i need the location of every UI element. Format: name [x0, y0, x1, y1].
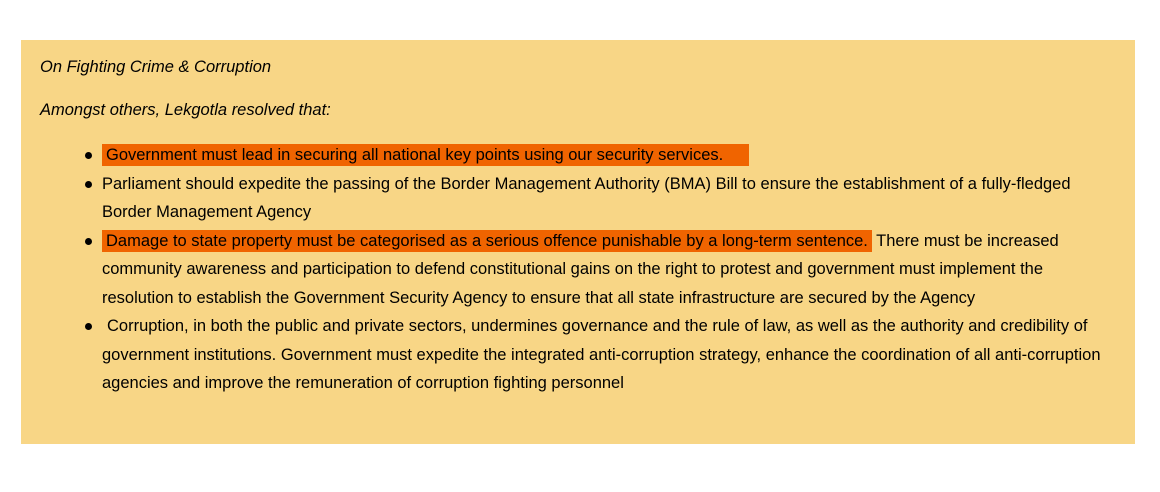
- resolution-list: [21, 140, 1135, 398]
- bullet-icon: [85, 238, 92, 245]
- list-item: [21, 170, 1135, 227]
- list-item-text: Parliament should expedite the passing of the Border Management Authority (BMA) Bill to ensure the establishment of a fully-fledged Border Management Agency: [102, 174, 1071, 221]
- list-item: [21, 141, 1135, 170]
- bullet-icon: [85, 181, 92, 188]
- bullet-icon: [85, 323, 92, 330]
- bullet-icon: [85, 152, 92, 159]
- section-intro: Amongst others, Lekgotla resolved that:: [40, 101, 331, 119]
- list-item-text: There must be increased community awareness and participation to defend constitutional gains on the right to protest and government must implement the resolution to establish the Government Security Agency to ensure that all state infrastructure are secured by the Agency: [102, 231, 1059, 307]
- list-item: [21, 312, 1135, 398]
- list-item: [21, 227, 1135, 313]
- list-item-text: Corruption, in both the public and private sectors, undermines governance and the rule of law, as well as the authority and credibility of government institutions. Government must expedite the integrated anti-corruption strategy, enhance the coordination of all anti-corruption agencies and improve the remuneration of corruption fighting personnel: [102, 317, 1101, 392]
- resolution-panel: [21, 40, 1135, 444]
- highlighted-text: Damage to state property must be categorised as a serious offence punishable by a long-term sentence.: [102, 230, 872, 252]
- highlighted-text: Government must lead in securing all national key points using our security services.: [102, 144, 749, 166]
- section-heading: On Fighting Crime & Corruption: [40, 58, 272, 76]
